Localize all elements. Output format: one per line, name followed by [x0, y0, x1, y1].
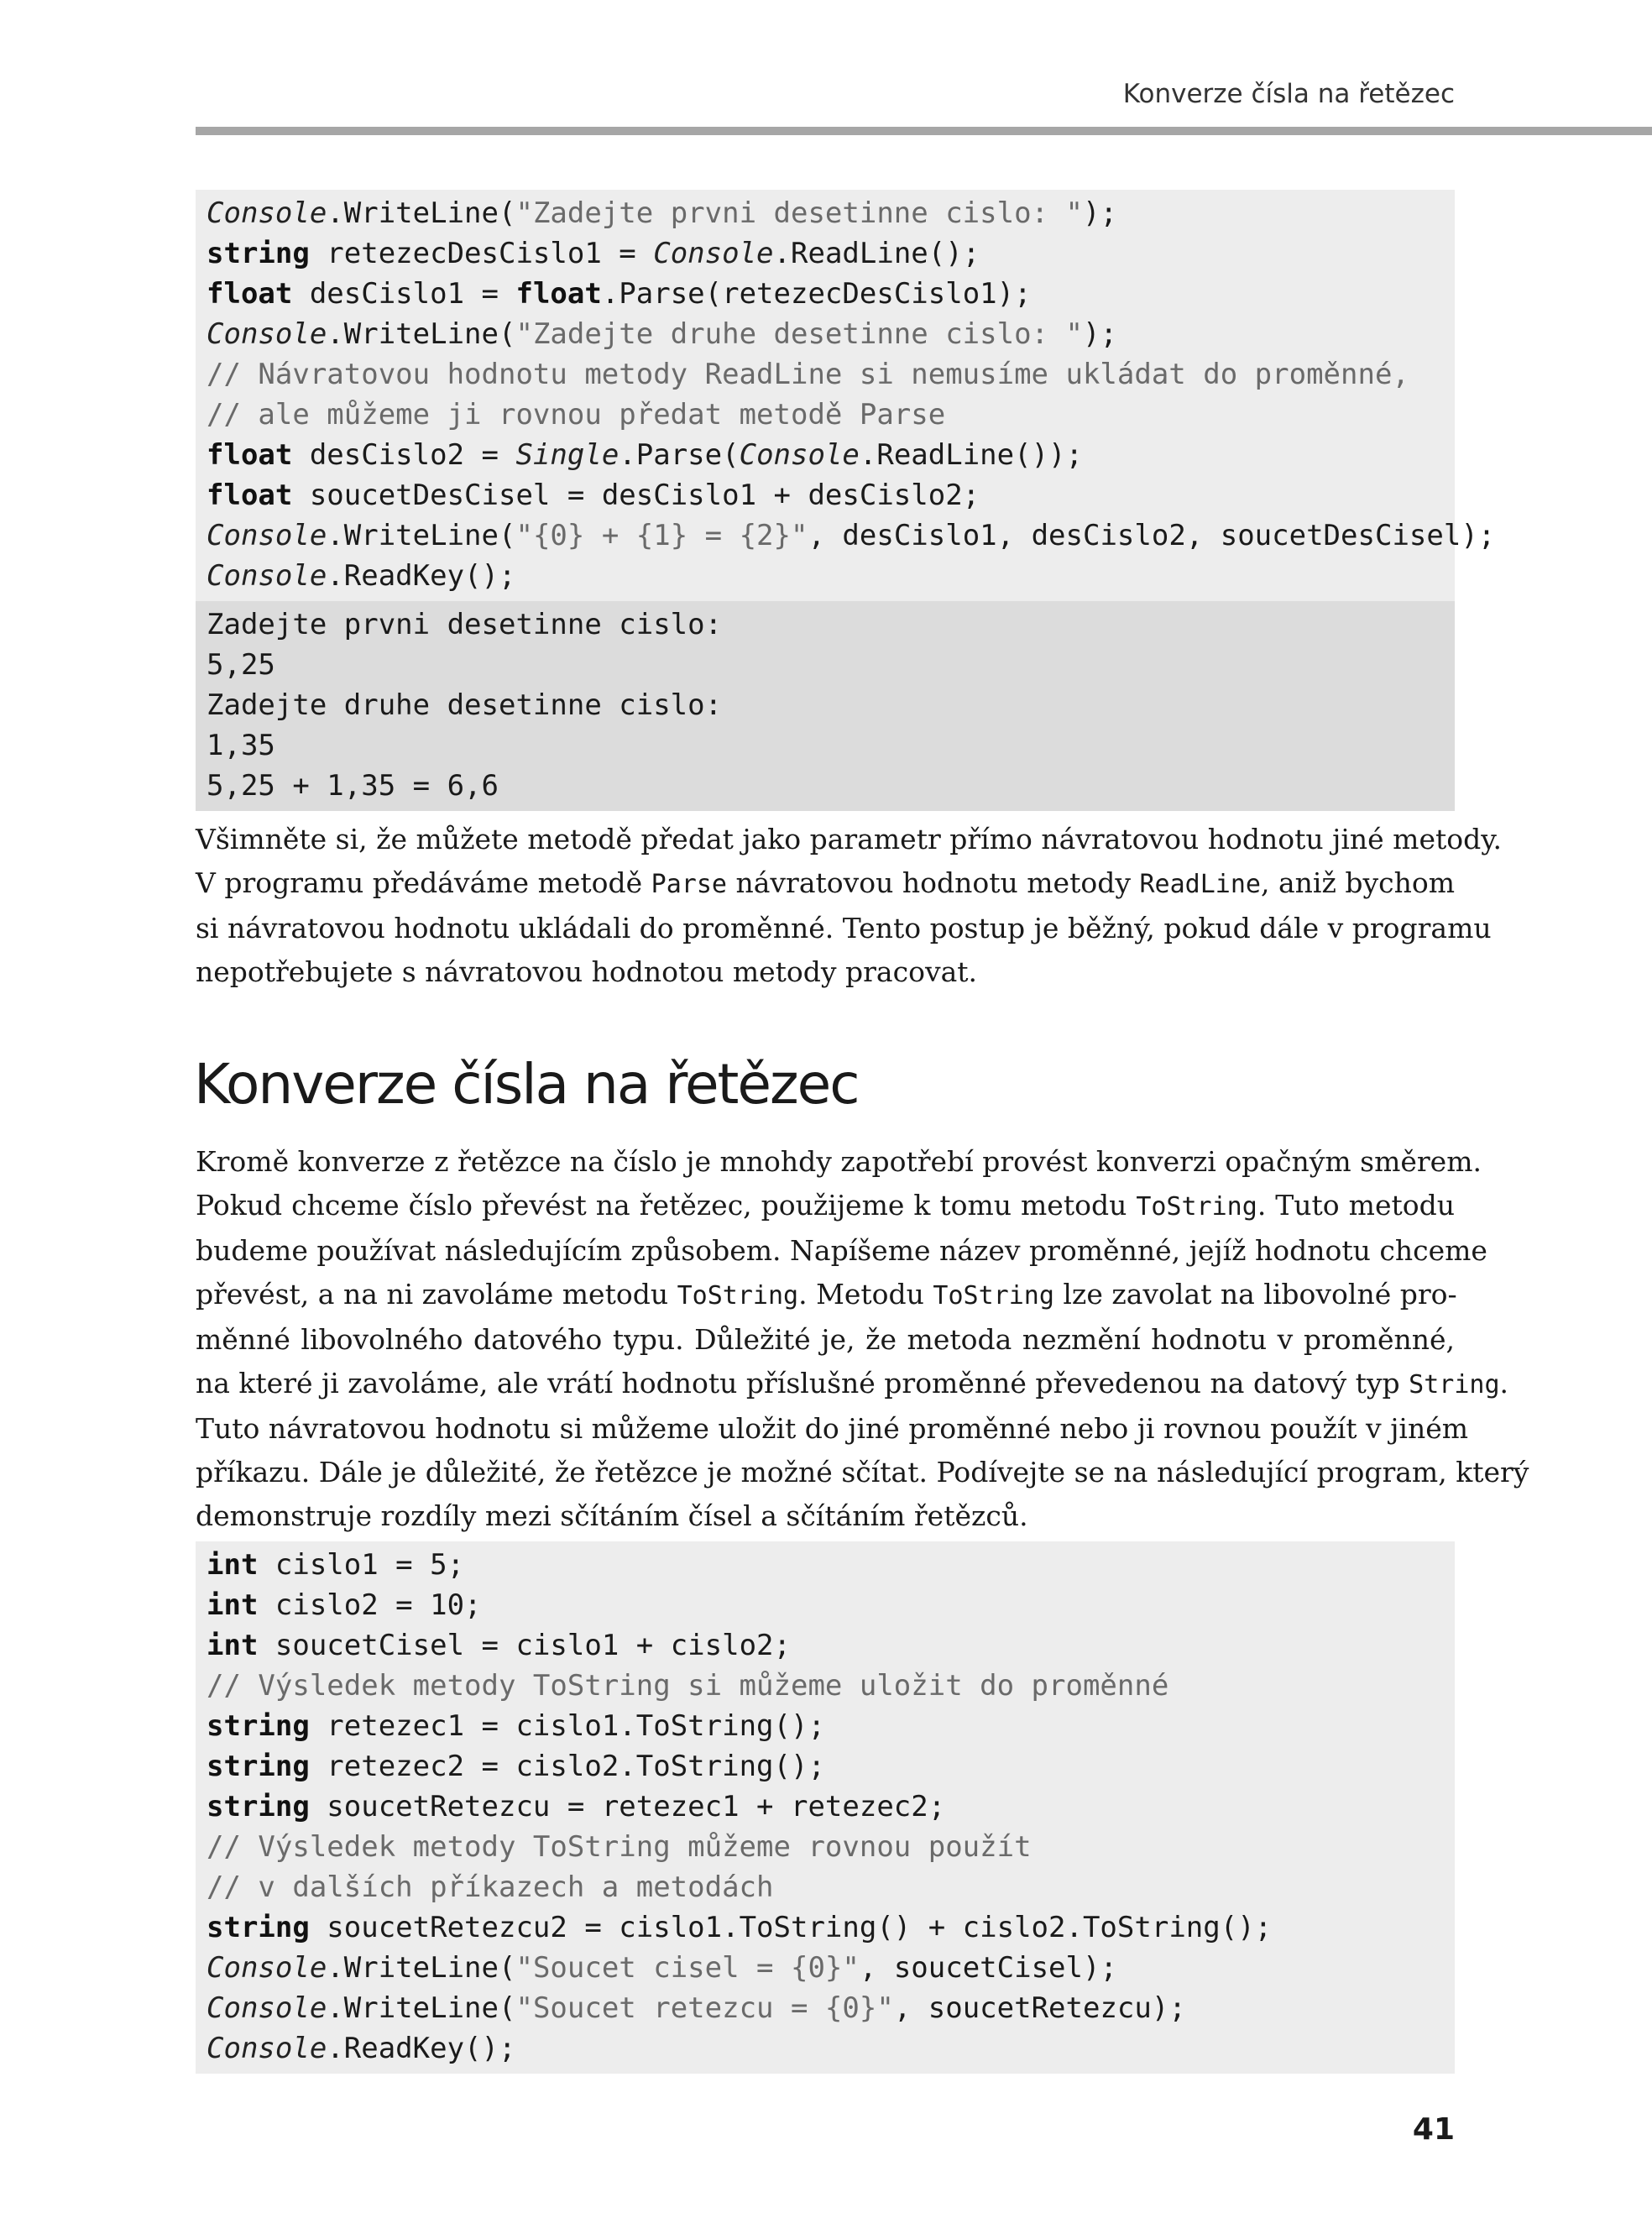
- code-type-name: Console: [739, 438, 860, 472]
- running-header: Konverze čísla na řetězec: [1122, 79, 1455, 109]
- paragraph-line: [196, 1362, 1509, 1407]
- code-type-name: Console: [653, 237, 774, 270]
- paragraph-line: [196, 907, 1492, 950]
- code-line: [196, 193, 1455, 233]
- inline-code: Parse: [651, 870, 727, 899]
- code-line: [196, 233, 1455, 274]
- text-run: lze zavolat na libovolné pro-: [1053, 1278, 1457, 1311]
- code-string-literal: "Soucet retezcu = {0}": [515, 1991, 894, 2025]
- output-line: 5,25: [206, 648, 275, 682]
- paragraph-line: [196, 1494, 1455, 1538]
- text-run: .Parse(retezecDesCislo1);: [601, 277, 1032, 311]
- text-run: soucetRetezcu = retezec1 + retezec2;: [309, 1790, 946, 1823]
- code-keyword: float: [206, 438, 293, 472]
- text-run: Kromě konverze z řetězce na číslo je mnohdy zapotřebí provést konverzi opačným směrem.: [196, 1145, 1482, 1178]
- inline-code: ReadLine: [1139, 870, 1261, 899]
- code-line: [196, 435, 1455, 475]
- code-keyword: int: [206, 1548, 259, 1582]
- text-run: . Tuto metodu: [1257, 1189, 1455, 1222]
- code-line: [196, 1666, 1455, 1706]
- text-run: .ReadKey();: [327, 559, 516, 593]
- code-comment: // v dalších příkazech a metodách: [206, 1870, 774, 1904]
- text-run: );: [1082, 196, 1117, 230]
- code-keyword: float: [515, 277, 602, 311]
- text-run: .ReadLine());: [859, 438, 1083, 472]
- code-type-name: Single: [515, 438, 620, 472]
- paragraph-line: [196, 1184, 1455, 1229]
- text-run: .WriteLine(: [327, 519, 516, 552]
- code-type-name: Console: [206, 2032, 327, 2065]
- text-run: soucetDesCisel = desCislo1 + desCislo2;: [292, 479, 980, 512]
- text-run: .WriteLine(: [327, 317, 516, 351]
- code-keyword: int: [206, 1588, 259, 1622]
- code-comment: // Výsledek metody ToString si můžeme uložit do proměnné: [206, 1669, 1169, 1703]
- code-line: [196, 314, 1455, 354]
- text-run: cislo2 = 10;: [258, 1588, 482, 1622]
- code-line: [196, 1948, 1455, 1988]
- code-line: [196, 1787, 1455, 1827]
- code-line: [196, 1827, 1455, 1867]
- text-run: );: [1082, 317, 1117, 351]
- text-run: retezecDesCislo1 =: [309, 237, 654, 270]
- code-line: [196, 1988, 1455, 2028]
- text-run: , soucetCisel);: [859, 1951, 1117, 1985]
- text-run: Pokud chceme číslo převést na řetězec, použijeme k tomu metodu: [196, 1189, 1137, 1222]
- text-run: desCislo1 =: [292, 277, 516, 311]
- text-run: demonstruje rozdíly mezi sčítáním čísel a sčítáním řetězců.: [196, 1499, 1028, 1532]
- text-run: .ReadLine();: [773, 237, 980, 270]
- text-run: V programu předáváme metodě: [196, 866, 651, 899]
- code-comment: // ale můžeme ji rovnou předat metodě Parse: [206, 398, 946, 432]
- code-type-name: Console: [206, 519, 327, 552]
- paragraph-return-value: [196, 818, 1502, 994]
- text-run: Všimněte si, že můžete metodě předat jako parametr přímo návratovou hodnotu jiné metody.: [196, 823, 1502, 855]
- code-string-literal: "Soucet cisel = {0}": [515, 1951, 860, 1985]
- code-keyword: int: [206, 1629, 259, 1662]
- paragraph-line: [196, 1273, 1455, 1318]
- code-listing-tostring: [196, 1541, 1455, 2074]
- text-run: .WriteLine(: [327, 1951, 516, 1985]
- code-type-name: Console: [206, 1991, 327, 2025]
- code-string-literal: "Zadejte prvni desetinne cislo: ": [515, 196, 1083, 230]
- paragraph-line: [196, 1318, 1455, 1362]
- code-line: [196, 274, 1455, 314]
- section-title: Konverze čísla na řetězec: [194, 1052, 859, 1117]
- code-keyword: float: [206, 479, 293, 512]
- code-type-name: Console: [206, 196, 327, 230]
- text-run: retezec1 = cislo1.ToString();: [309, 1709, 825, 1743]
- text-run: soucetCisel = cislo1 + cislo2;: [258, 1629, 791, 1662]
- text-run: retezec2 = cislo2.ToString();: [309, 1750, 825, 1783]
- paragraph-line: [196, 818, 1502, 861]
- text-run: .: [1499, 1367, 1509, 1400]
- text-run: .WriteLine(: [327, 1991, 516, 2025]
- text-run: Tuto návratovou hodnotu si můžeme uložit do jiné proměnné nebo ji rovnou použít v jiném: [196, 1412, 1469, 1445]
- output-line: 5,25 + 1,35 = 6,6: [206, 769, 499, 803]
- paragraph-line: [196, 1407, 1469, 1451]
- code-source: [196, 1541, 1455, 2074]
- code-line: [196, 1867, 1455, 1907]
- paragraph-tostring: [196, 1140, 1529, 1538]
- text-run: si návratovou hodnotu ukládali do proměnné. Tento postup je běžný, pokud dále v programu: [196, 912, 1492, 944]
- page-number: 41: [1412, 2112, 1455, 2147]
- output-line: 1,35: [206, 729, 275, 762]
- code-string-literal: "{0} + {1} = {2}": [515, 519, 808, 552]
- code-type-name: Console: [206, 1951, 327, 1985]
- text-run: . Metodu: [798, 1278, 933, 1311]
- text-run: desCislo2 =: [292, 438, 516, 472]
- text-run: příkazu. Dále je důležité, že řetězce je možné sčítat. Podívejte se na následující program, který: [196, 1456, 1529, 1488]
- code-line: [196, 1585, 1455, 1625]
- inline-code: ToString: [677, 1281, 799, 1311]
- code-keyword: string: [206, 1750, 310, 1783]
- text-run: budeme používat následujícím způsobem. Napíšeme název proměnné, jejíž hodnotu chceme: [196, 1234, 1487, 1267]
- console-output: [196, 601, 1455, 811]
- code-line: [196, 556, 1455, 596]
- text-run: návratovou hodnotu metody: [726, 866, 1140, 899]
- inline-code: String: [1409, 1370, 1500, 1400]
- text-run: cislo1 = 5;: [258, 1548, 465, 1582]
- code-line: [196, 475, 1455, 515]
- header-rule: [196, 127, 1652, 135]
- paragraph-line: [196, 950, 1455, 994]
- code-line: [196, 1706, 1455, 1746]
- text-run: převést, a na ni zavoláme metodu: [196, 1278, 677, 1311]
- code-keyword: string: [206, 1911, 310, 1944]
- code-keyword: string: [206, 237, 310, 270]
- output-line: Zadejte druhe desetinne cislo:: [206, 688, 723, 722]
- code-line: [196, 395, 1455, 435]
- text-run: .ReadKey();: [327, 2032, 516, 2065]
- inline-code: ToString: [933, 1281, 1054, 1311]
- code-line: [196, 1746, 1455, 1787]
- text-run: soucetRetezcu2 = cislo1.ToString() + cislo2.ToString();: [309, 1911, 1273, 1944]
- code-line: [196, 354, 1455, 395]
- code-comment: // Výsledek metody ToString můžeme rovnou použít: [206, 1830, 1032, 1864]
- paragraph-line: [196, 861, 1455, 907]
- inline-code: ToString: [1136, 1192, 1257, 1222]
- code-line: [196, 1545, 1455, 1585]
- code-keyword: string: [206, 1709, 310, 1743]
- text-run: , aniž bychom: [1260, 866, 1455, 899]
- text-run: , soucetRetezcu);: [893, 1991, 1186, 2025]
- code-string-literal: "Zadejte druhe desetinne cislo: ": [515, 317, 1083, 351]
- code-line: [196, 1625, 1455, 1666]
- code-comment: // Návratovou hodnotu metody ReadLine si nemusíme ukládat do proměnné,: [206, 358, 1409, 391]
- paragraph-line: [196, 1229, 1487, 1273]
- code-listing-parse: [196, 190, 1496, 811]
- code-type-name: Console: [206, 559, 327, 593]
- output-line: Zadejte prvni desetinne cislo:: [206, 608, 723, 641]
- text-run: .WriteLine(: [327, 196, 516, 230]
- text-run: nepotřebujete s návratovou hodnotou metody pracovat.: [196, 955, 978, 988]
- text-run: , desCislo1, desCislo2, soucetDesCisel);: [808, 519, 1496, 552]
- code-line: [196, 1907, 1455, 1948]
- code-keyword: string: [206, 1790, 310, 1823]
- code-line: [196, 515, 1496, 556]
- text-run: na které ji zavoláme, ale vrátí hodnotu příslušné proměnné převedenou na datový typ: [196, 1367, 1409, 1400]
- text-run: měnné libovolného datového typu. Důležité je, že metoda nezmění hodnotu v proměnné,: [196, 1323, 1455, 1356]
- paragraph-line: [196, 1140, 1482, 1184]
- code-keyword: float: [206, 277, 293, 311]
- code-source: [196, 190, 1496, 601]
- code-type-name: Console: [206, 317, 327, 351]
- code-line: [196, 2028, 1455, 2069]
- paragraph-line: [196, 1451, 1529, 1494]
- text-run: .Parse(: [619, 438, 740, 472]
